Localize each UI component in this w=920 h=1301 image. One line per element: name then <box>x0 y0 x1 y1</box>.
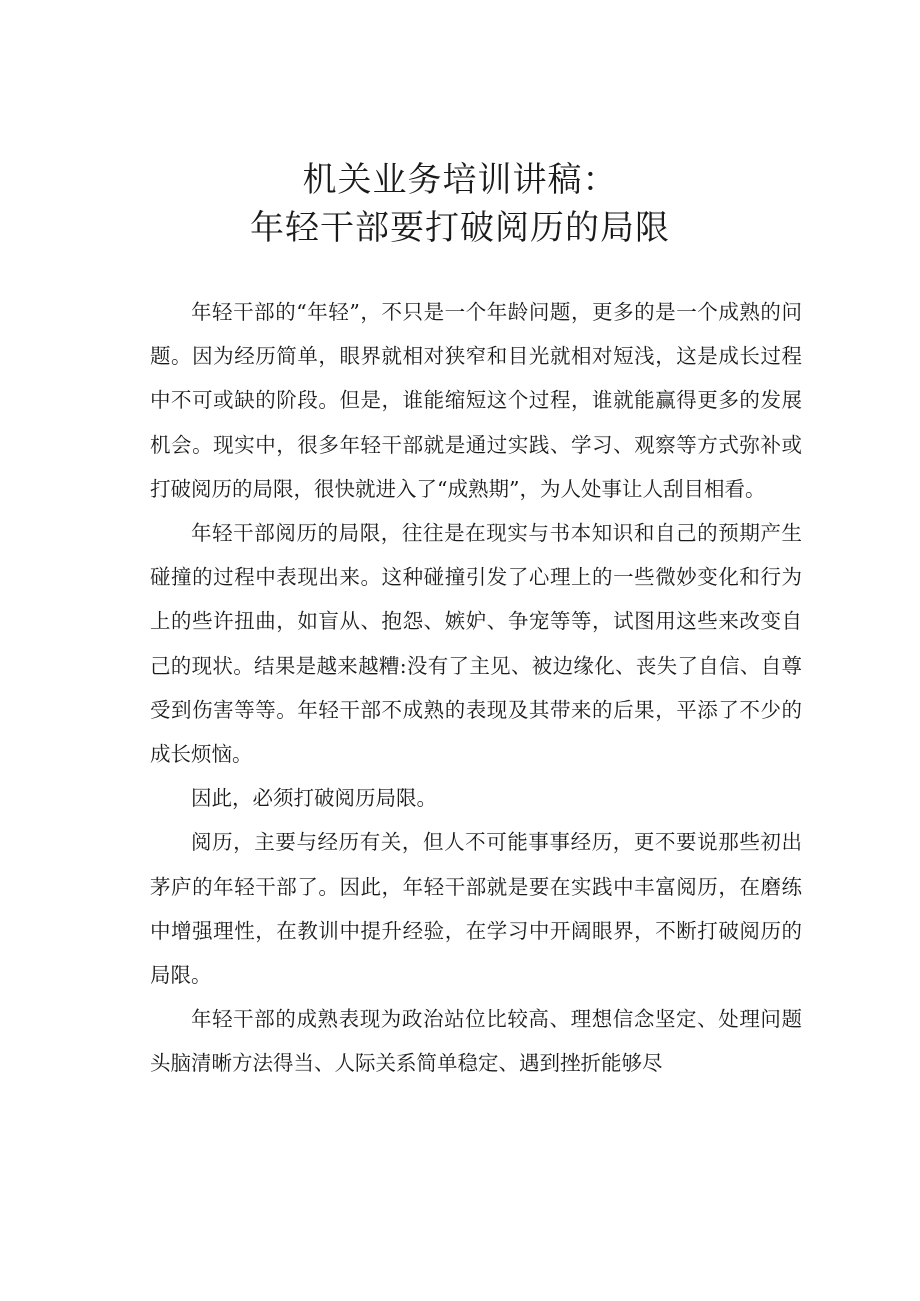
title-line-1: 机关业务培训讲稿： <box>302 160 618 200</box>
paragraph-4: 阅历，主要与经历有关，但人不可能事事经历，更不要说那些初出茅庐的年轻干部了。因此，年轻干部就是要在实践中丰富阅历，在磨练中增强理性，在教训中提升经验，在学习中开阔眼界，不断打破阅历的局限。 <box>150 830 802 988</box>
paragraph-5: 年轻干部的成熟表现为政治站位比较高、理想信念坚定、处理问题头脑清晰方法得当、人际关系简单稳定、遇到挫折能够尽 <box>150 1007 802 1076</box>
paragraph-1: 年轻干部的“年轻”，不只是一个年龄问题，更多的是一个成熟的问题。因为经历简单，眼界就相对狭窄和目光就相对短浅，这是成长过程中不可或缺的阶段。但是，谁能缩短这个过程，谁就能赢得更多的发展机会。现实中，很多年轻干部就是通过实践、学习、观察等方式弥补或打破阅历的局限，很快就进入了“成熟期”，为人处事让人刮目相看。 <box>150 300 802 501</box>
paragraph-2: 年轻干部阅历的局限，往往是在现实与书本知识和自己的预期产生碰撞的过程中表现出来。这种碰撞引发了心理上的一些微妙变化和行为上的些许扭曲，如盲从、抱怨、嫉妒、争宠等等，试图用这些来改变自己的现状。结果是越来越糟:没有了主见、被边缘化、丧失了自信、自尊受到伤害等等。年轻干部不成熟的表现及其带来的后果，平添了不少的成长烦恼。 <box>150 521 802 767</box>
document-title <box>0 156 920 252</box>
paragraph-3: 因此，必须打破阅历局限。 <box>191 786 437 811</box>
document-body <box>150 290 802 1086</box>
title-line-2: 年轻干部要打破阅历的局限 <box>250 208 670 248</box>
